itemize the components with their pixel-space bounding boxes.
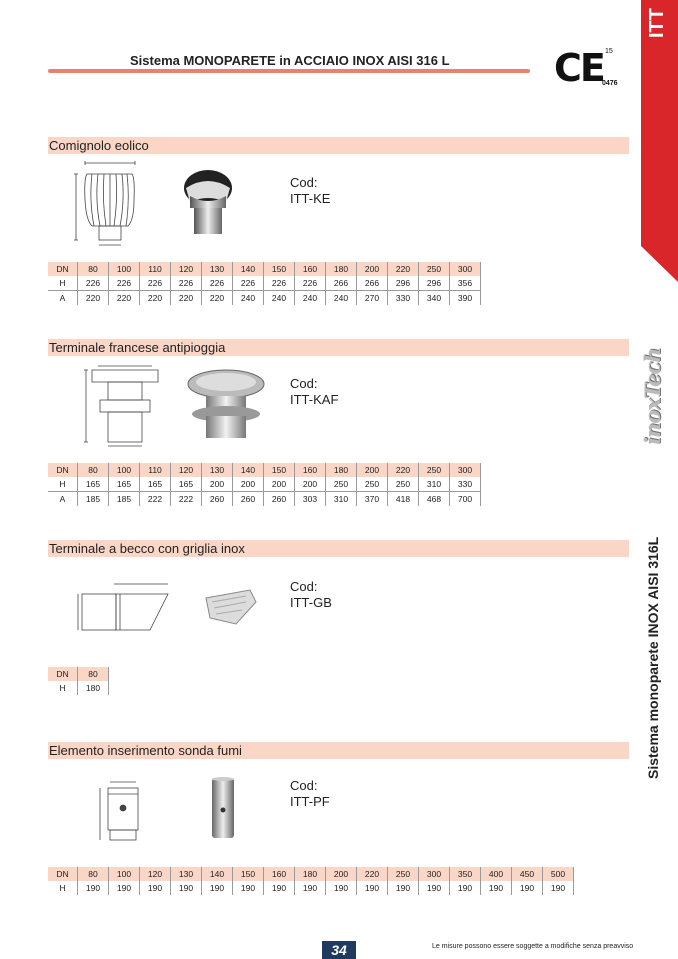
table-row: [48, 477, 481, 492]
table-cell: 200: [202, 477, 233, 492]
table-cell: 700: [450, 492, 481, 507]
side-title: Sistema monoparete INOX AISI 316L: [645, 536, 661, 780]
sonda-drawing: [96, 780, 152, 844]
table-header-row: [48, 262, 481, 276]
table-cell: 250: [357, 477, 388, 492]
ce-number: 0476: [602, 80, 618, 87]
table-cell: 220: [357, 867, 388, 881]
table-cell: 190: [264, 881, 295, 895]
table-cell: 300: [450, 262, 481, 276]
row-label-cell: DN: [48, 262, 78, 276]
table-cell: 190: [481, 881, 512, 895]
spec-table: [48, 867, 574, 895]
table-row: [48, 492, 481, 507]
ce-marking: [554, 46, 624, 90]
product-code: ITT-KE: [290, 191, 331, 206]
product-code: ITT-KAF: [290, 392, 339, 407]
table-cell: 266: [357, 276, 388, 291]
table-cell: 190: [202, 881, 233, 895]
table-cell: 260: [202, 492, 233, 507]
table-cell: 180: [78, 681, 109, 695]
page-number: 34: [322, 941, 356, 959]
table-cell: 165: [171, 477, 202, 492]
table-cell: 418: [388, 492, 419, 507]
becco-drawing: [74, 578, 174, 636]
table-cell: 180: [295, 867, 326, 881]
code-label: Cod:: [290, 376, 318, 391]
table-cell: 190: [512, 881, 543, 895]
table-cell: 240: [295, 291, 326, 306]
row-label-cell: H: [48, 881, 78, 895]
table-cell: 185: [109, 492, 140, 507]
table-cell: 130: [202, 463, 233, 477]
table-cell: 226: [202, 276, 233, 291]
table-cell: 370: [357, 492, 388, 507]
product-code: ITT-PF: [290, 794, 330, 809]
table-cell: 226: [295, 276, 326, 291]
table-cell: 180: [326, 463, 357, 477]
table-cell: 130: [171, 867, 202, 881]
table-cell: 200: [357, 262, 388, 276]
table-row: [48, 276, 481, 291]
side-tab-label: ITT: [646, 8, 668, 38]
table-cell: 190: [171, 881, 202, 895]
table-cell: 250: [326, 477, 357, 492]
table-cell: 226: [264, 276, 295, 291]
section-title: Comignolo eolico: [49, 138, 149, 153]
footer-note: Le misure possono essere soggette a modifiche senza preavviso: [432, 943, 634, 950]
table-cell: 150: [264, 262, 295, 276]
table-cell: 140: [233, 463, 264, 477]
ce-year: 15: [605, 48, 613, 55]
table-cell: 120: [171, 463, 202, 477]
table-cell: 165: [109, 477, 140, 492]
table-cell: 120: [171, 262, 202, 276]
row-label-cell: H: [48, 276, 78, 291]
row-label-cell: DN: [48, 867, 78, 881]
section-title: Terminale francese antipioggia: [49, 340, 226, 355]
table-cell: 300: [419, 867, 450, 881]
table-cell: 80: [78, 867, 109, 881]
table-cell: 200: [233, 477, 264, 492]
table-cell: 390: [450, 291, 481, 306]
table-cell: 190: [78, 881, 109, 895]
row-label-cell: H: [48, 681, 78, 695]
spec-table: [48, 262, 481, 305]
table-cell: 80: [78, 667, 109, 681]
table-cell: 300: [450, 463, 481, 477]
table-cell: 220: [140, 291, 171, 306]
table-cell: 266: [326, 276, 357, 291]
table-cell: 190: [295, 881, 326, 895]
table-cell: 220: [388, 463, 419, 477]
table-cell: 140: [233, 262, 264, 276]
row-label-cell: H: [48, 477, 78, 492]
table-cell: 226: [140, 276, 171, 291]
section-title: Elemento inserimento sonda fumi: [49, 743, 242, 758]
table-cell: 110: [140, 463, 171, 477]
brand-logo: inoxTech: [640, 348, 665, 445]
product-code: ITT-GB: [290, 595, 332, 610]
table-cell: 250: [419, 463, 450, 477]
table-cell: 250: [388, 477, 419, 492]
table-cell: 220: [78, 291, 109, 306]
table-cell: 200: [264, 477, 295, 492]
table-cell: 296: [388, 276, 419, 291]
table-cell: 190: [109, 881, 140, 895]
table-cell: 165: [78, 477, 109, 492]
table-cell: 190: [233, 881, 264, 895]
table-cell: 220: [109, 291, 140, 306]
table-cell: 190: [543, 881, 574, 895]
table-cell: 220: [171, 291, 202, 306]
ce-mark: CE: [554, 46, 604, 90]
table-cell: 190: [450, 881, 481, 895]
table-cell: 160: [264, 867, 295, 881]
table-cell: 260: [233, 492, 264, 507]
table-cell: 100: [109, 867, 140, 881]
table-cell: 100: [109, 463, 140, 477]
spec-table: [48, 463, 481, 506]
spec-table: [48, 667, 109, 695]
table-header-row: [48, 867, 574, 881]
product-code-block: [290, 778, 330, 810]
title-underline: [48, 69, 530, 73]
table-cell: 220: [202, 291, 233, 306]
table-cell: 296: [419, 276, 450, 291]
table-cell: 250: [419, 262, 450, 276]
table-cell: 80: [78, 463, 109, 477]
table-cell: 260: [264, 492, 295, 507]
table-cell: 356: [450, 276, 481, 291]
sonda-photo: [206, 776, 240, 840]
table-cell: 100: [109, 262, 140, 276]
table-cell: 330: [450, 477, 481, 492]
row-label-cell: DN: [48, 667, 78, 681]
table-cell: 222: [140, 492, 171, 507]
table-cell: 190: [140, 881, 171, 895]
section-title: Terminale a becco con griglia inox: [49, 541, 245, 556]
table-cell: 226: [171, 276, 202, 291]
table-cell: 190: [388, 881, 419, 895]
antipioggia-photo: [186, 368, 266, 442]
table-cell: 120: [140, 867, 171, 881]
table-cell: 160: [295, 262, 326, 276]
table-cell: 190: [357, 881, 388, 895]
page-title: Sistema MONOPARETE in ACCIAIO INOX AISI 316 L: [130, 53, 450, 68]
side-tab-fold: [641, 246, 678, 282]
table-cell: 468: [419, 492, 450, 507]
row-label-cell: A: [48, 492, 78, 507]
table-cell: 500: [543, 867, 574, 881]
table-cell: 190: [419, 881, 450, 895]
table-cell: 340: [419, 291, 450, 306]
table-cell: 330: [388, 291, 419, 306]
table-cell: 140: [202, 867, 233, 881]
comignolo-photo: [176, 166, 240, 238]
table-cell: 310: [419, 477, 450, 492]
table-cell: 110: [140, 262, 171, 276]
table-cell: 303: [295, 492, 326, 507]
table-cell: 160: [295, 463, 326, 477]
table-cell: 200: [357, 463, 388, 477]
code-label: Cod:: [290, 778, 318, 793]
table-cell: 350: [450, 867, 481, 881]
table-cell: 240: [233, 291, 264, 306]
table-cell: 240: [326, 291, 357, 306]
becco-photo: [202, 588, 258, 628]
table-cell: 200: [326, 867, 357, 881]
table-cell: 130: [202, 262, 233, 276]
row-label-cell: A: [48, 291, 78, 306]
table-cell: 400: [481, 867, 512, 881]
table-cell: 150: [264, 463, 295, 477]
code-label: Cod:: [290, 579, 318, 594]
table-cell: 165: [140, 477, 171, 492]
table-cell: 190: [326, 881, 357, 895]
table-row: [48, 681, 109, 695]
table-cell: 150: [233, 867, 264, 881]
table-cell: 200: [295, 477, 326, 492]
product-code-block: [290, 579, 332, 611]
table-cell: 240: [264, 291, 295, 306]
table-cell: 450: [512, 867, 543, 881]
row-label-cell: DN: [48, 463, 78, 477]
product-code-block: [290, 175, 330, 207]
table-cell: 180: [326, 262, 357, 276]
table-cell: 80: [78, 262, 109, 276]
antipioggia-drawing: [82, 364, 164, 450]
table-row: [48, 881, 574, 895]
table-cell: 220: [388, 262, 419, 276]
product-code-block: [290, 376, 338, 408]
code-label: Cod:: [290, 175, 318, 190]
table-cell: 250: [388, 867, 419, 881]
table-row: [48, 291, 481, 306]
table-header-row: [48, 463, 481, 477]
table-cell: 185: [78, 492, 109, 507]
table-cell: 222: [171, 492, 202, 507]
table-cell: 226: [78, 276, 109, 291]
table-cell: 226: [109, 276, 140, 291]
table-header-row: [48, 667, 109, 681]
table-cell: 310: [326, 492, 357, 507]
table-cell: 226: [233, 276, 264, 291]
table-cell: 270: [357, 291, 388, 306]
comignolo-drawing: [72, 160, 152, 250]
